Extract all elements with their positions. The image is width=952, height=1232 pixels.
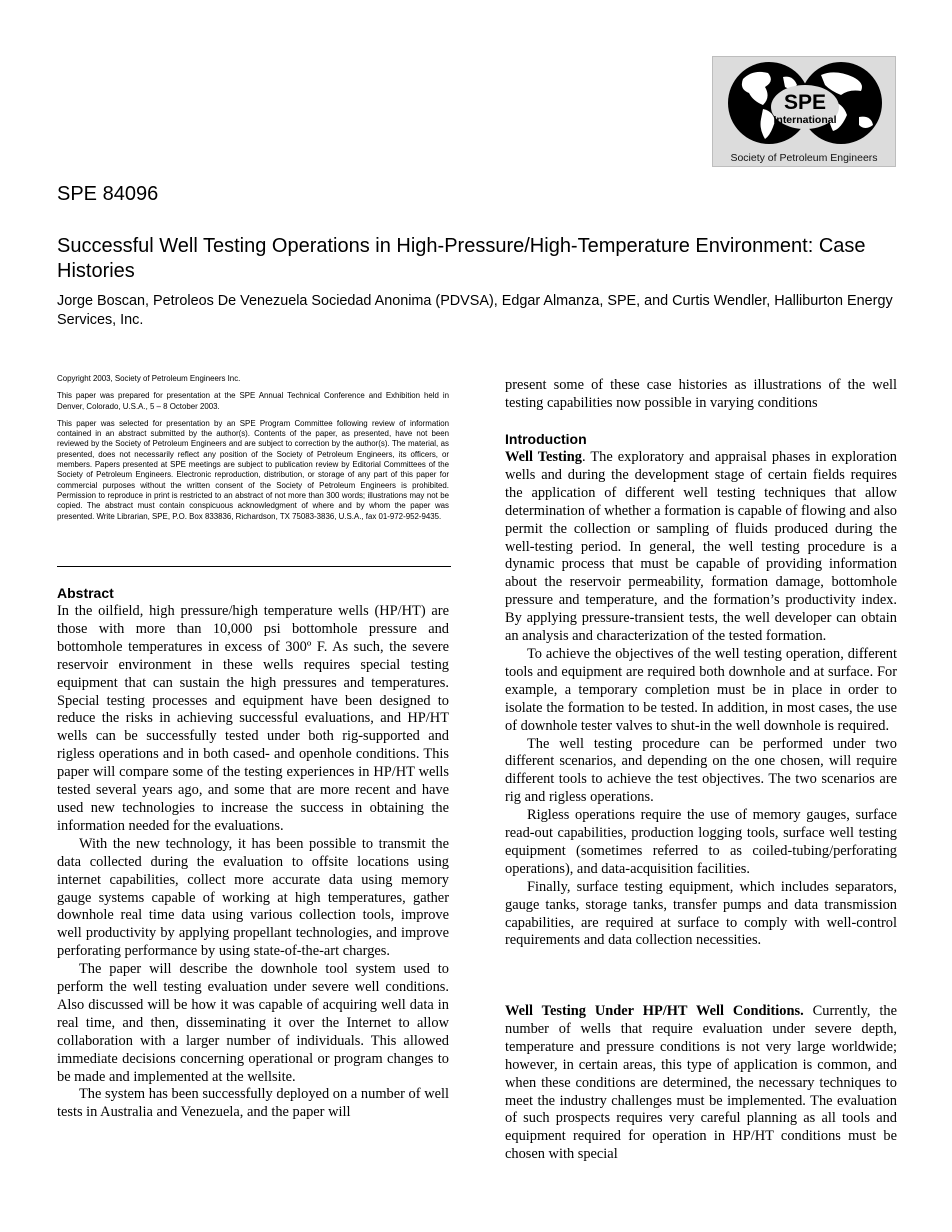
logo-caption: Society of Petroleum Engineers	[730, 152, 878, 164]
paper-number: SPE 84096	[57, 183, 159, 205]
conference-note: This paper was prepared for presentation at the SPE Annual Technical Conference and Exhibition held in Denver, Colorado, U.S.A., 5 – 8 October 2003.	[57, 391, 449, 411]
abstract-paragraph: With the new technology, it has been possible to transmit the data collected during the evaluation to offsite locations using internet capabilities, collect more accurate data using memory gauge systems capable of working at high temperatures, gather downhole real time data using various collection tools, improve well productivity by applying propellant technologies, and improve perforating performance by using state-of-the-art charges.	[57, 835, 449, 960]
logo-subbrand: International	[773, 114, 837, 126]
intro-paragraph: The well testing procedure can be performed under two different scenarios, and depending on the one chosen, will require different tools to achieve the test objectives. The two scenarios are rig and rigless operations.	[505, 735, 897, 806]
abstract-paragraph: The system has been successfully deployed on a number of well tests in Australia and Venezuela, and the paper will	[57, 1086, 449, 1121]
spe-logo	[712, 56, 896, 167]
selection-disclaimer: This paper was selected for presentation by an SPE Program Committee following review of information contained in an abstract submitted by the author(s). Contents of the paper, as presented, have not been reviewed by the Society of Petroleum Engineers and are subject to correction by the author(s). The material, as presented, does not necessarily reflect any position of the Society of Petroleum Engineers, its officers, or members. Papers presented at SPE meetings are subject to publication review by Editorial Committees of the Society of Petroleum Engineers. Electronic reproduction, distribution, or storage of any part of this paper for commercial purposes without the written consent of the Society of Petroleum Engineers is prohibited. Permission to reproduce in print is restricted to an abstract of not more than 300 words; illustrations may not be copied. The abstract must contain conspicuous acknowledgment of where and by whom the paper was presented. Write Librarian, SPE, P.O. Box 833836, Richardson, TX 75083-3836, U.S.A., fax 01-972-952-9435.	[57, 418, 449, 521]
logo-brand: SPE	[783, 91, 827, 114]
continuation-paragraph: present some of these case histories as illustrations of the well testing capabilities now possible in varying conditions	[505, 377, 897, 411]
intro-paragraph: Finally, surface testing equipment, which includes separators, gauge tanks, storage tanks, transfer pumps and data transmission capabilities, are required at surface to comply with well-control requirements and data collection necessities.	[505, 878, 897, 949]
well-testing-text: . The exploratory and appraisal phases in exploration wells and during the development stage of certain fields requires the application of different well testing techniques that allow determination of whether a formation is capable of flowing and also permit the collection or sampling of fluids produced during the well-testing period. In general, the well testing procedure is a dynamic process that must be capable of providing information about the reservoir permeability, formation damage, bottomhole pressure and temperature, and the formation’s productivity index. By applying pressure-transient tests, the well developer can obtain an analysis and characterization of the tested formation.	[505, 449, 897, 645]
abstract-body	[57, 603, 449, 1122]
author-list: Jorge Boscan, Petroleos De Venezuela Sociedad Anonima (PDVSA), Edgar Almanza, SPE, and Curtis Wendler, Halliburton Energy Services, Inc.	[57, 293, 893, 328]
well-testing-runin: Well Testing	[505, 449, 582, 465]
paper-title: Successful Well Testing Operations in High-Pressure/High-Temperature Environment: Case Histories	[57, 235, 866, 282]
introduction-heading: Introduction	[505, 431, 587, 447]
divider	[57, 566, 451, 567]
copyright-notice	[57, 374, 449, 529]
hpht-paragraph	[505, 1003, 897, 1164]
abstract-continuation	[505, 377, 897, 413]
abstract-paragraph: In the oilfield, high pressure/high temperature wells (HP/HT) are those with more than 10,000 psi bottomhole pressure and bottomhole temperatures in excess of 300º F. As such, the severe reservoir environment in these wells requires special testing equipment that can sustain the high pressures and temperatures. Special testing processes and equipment have been designed to reduce the risks in achieving successful evaluations, and HP/HT wells can be successfully tested under both rig-supported and rigless operations and in both cased- and openhole conditions. This paper will compare some of the testing experiences in HP/HT wells tested several years ago, and some that are more recent and have used new technologies to increase the success in obtaining the information needed for the evaluations.	[57, 603, 449, 834]
well-testing-paragraph	[505, 449, 897, 646]
hpht-text: Currently, the number of wells that require evaluation under severe depth, temperature and pressure conditions is not very large worldwide; however, in certain areas, this type of application is common, and when these conditions are determined, the necessary techniques to meet the industry challenges must be implemented. The evaluation of such prospects requires very careful planning as all tools and equipment required for operation in HP/HT conditions must be chosen with special	[505, 1003, 897, 1163]
abstract-heading: Abstract	[57, 585, 114, 601]
hpht-runin: Well Testing Under HP/HT Well Conditions.	[505, 1003, 804, 1019]
copyright-line: Copyright 2003, Society of Petroleum Engineers Inc.	[57, 374, 241, 383]
abstract-paragraph: The paper will describe the downhole tool system used to perform the well testing evaluation under severe well conditions. Also discussed will be how it was capable of acquiring well data in real time, and then, disseminating it over the Internet to allow collaboration with a larger number of individuals. This allowed immediate decisions concerning operational or program changes to be made and implemented at the wellsite.	[57, 961, 449, 1085]
introduction-body	[505, 449, 897, 950]
intro-paragraph: Rigless operations require the use of memory gauges, surface read-out capabilities, production logging tools, surface well testing equipment (sometimes referred to as coiled-tubing/perforating operations), and data-acquisition facilities.	[505, 807, 897, 877]
intro-paragraph: To achieve the objectives of the well testing operation, different tools and equipment are required both downhole and at surface. For example, a temporary completion must be in place in order to isolate the formation to be tested. In addition, in most cases, the use of downhole tester valves to shut-in the well downhole is required.	[505, 645, 897, 734]
hpht-section	[505, 1003, 897, 1164]
